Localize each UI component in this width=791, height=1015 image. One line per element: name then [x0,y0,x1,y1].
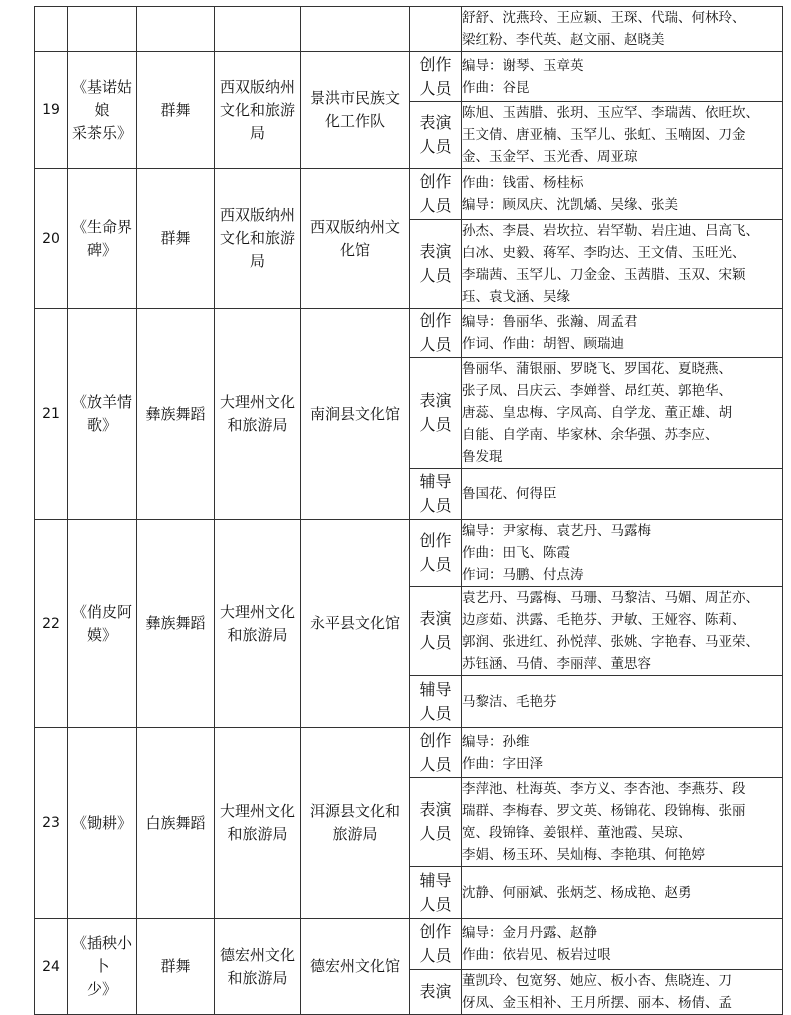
performing-unit [301,309,410,520]
program-name [68,169,137,309]
people-cell-line: 瑞群、李梅春、罗文英、杨锦花、段锦梅、张丽 [462,803,746,819]
role-label-line: 人员 [419,703,452,723]
people-cell [462,169,783,220]
role-label [410,676,462,728]
people-cell-line: 李瑞茜、玉罕儿、刀金金、玉茜腊、玉双、宋颖 [462,267,746,283]
people-cell-line: 鲁国花、何得臣 [462,486,557,502]
organizing-unit [215,52,301,169]
role-label-line: 表演 [419,113,452,132]
organizing-unit-line: 大理州文化 [219,802,295,820]
performing-unit [301,728,410,919]
program-name [68,52,137,169]
dance-type [137,728,215,919]
organizing-unit-line: 德宏州文化 [219,945,295,964]
people-cell [462,919,783,970]
people-cell-line: 鲁发琨 [462,449,503,465]
people-cell [462,52,783,102]
program-name-line: 《插秧小卜 [71,934,132,975]
role-label [410,52,462,102]
people-cell [462,469,783,520]
program-name [68,520,137,728]
role-label-line: 人员 [419,266,452,285]
table-row-continued [35,7,783,52]
entry-number: 19 [35,52,68,169]
empty-cell [137,7,215,52]
empty-cell [68,7,137,52]
entry-number: 24 [35,919,68,1015]
role-label-line: 创作 [419,54,452,74]
people-cell-line: 袁艺丹、马露梅、马珊、马黎洁、马媚、周芷亦、 [462,590,759,606]
people-cell-line: 梁红粉、李代英、赵文丽、赵晓美 [462,32,665,48]
organizing-unit [215,728,301,919]
organizing-unit-line: 西双版纳州 [219,206,295,224]
program-name-line: 嫫》 [86,625,117,644]
role-label-line: 表演 [419,609,452,628]
program-name-line: 《俏皮阿 [71,602,132,621]
people-cell-line: 编导：金月丹露、赵静 [462,925,597,941]
organizing-unit [215,919,301,1015]
role-label-line: 表演 [419,800,452,819]
role-label [410,309,462,358]
people-cell-line: 编导：尹家梅、袁艺丹、马露梅 [462,523,651,539]
program-name [68,728,137,919]
people-cell [462,676,783,728]
people-cell-line: 作词：马鹏、付点涛 [462,567,584,583]
empty-cell [410,7,462,52]
role-label [410,169,462,220]
people-cell [462,220,783,309]
dance-type [137,169,215,309]
table-row [35,520,783,587]
people-cell-line: 作曲：依岩见、板岩过哏 [462,947,611,963]
people-cell [462,778,783,867]
role-label-line: 人员 [419,894,452,914]
program-name [68,309,137,520]
empty-cell [35,7,68,52]
people-cell-line: 郭润、张进红、孙悦萍、张姚、字艳春、马亚荣、 [462,634,759,650]
dance-type [137,919,215,1015]
dance-type-line: 群舞 [160,229,191,247]
people-cell [462,970,783,1015]
table-row [35,169,783,220]
organizing-unit-line: 和旅游局 [227,968,288,987]
people-cell [462,728,783,778]
role-label-line: 人员 [419,633,452,652]
people-cell-line: 舒舒、沈燕玲、王应颖、王琛、代瑞、何林玲、 [462,10,746,26]
organizing-unit-line: 西双版纳州 [219,77,295,96]
people-cell-line: 王文倩、唐亚楠、玉罕儿、张虹、玉喃囡、刀金 [462,127,746,143]
organizing-unit [215,169,301,309]
people-cell-line: 陈旭、玉茜腊、张玥、玉应罕、李瑞茜、依旺坎、 [462,105,759,121]
people-cell-line: 作曲：谷昆 [462,79,530,96]
people-cell-line: 金、玉金罕、玉光香、周亚琼 [462,149,638,165]
role-label-line: 人员 [419,78,452,98]
role-label-line: 人员 [419,196,452,215]
performing-unit-line: 化工作队 [324,112,385,130]
role-label [410,587,462,676]
people-cell [462,358,783,469]
people-cell [462,309,783,358]
entry-number: 22 [35,520,68,728]
dance-type-line: 白族舞蹈 [145,813,206,832]
table-body [35,7,783,1015]
people-cell-line: 伢凤、金玉相补、王月所摆、丽本、杨倩、孟 [462,995,732,1011]
people-cell-line: 作曲：田飞、陈霞 [462,545,570,561]
empty-cell [215,7,301,52]
table-row [35,52,783,102]
dance-type-line: 彝族舞蹈 [145,614,206,632]
people-cell-line: 苏钰涵、马倩、李丽萍、董思容 [462,656,651,672]
role-label [410,358,462,469]
organizing-unit-line: 和旅游局 [227,625,288,644]
program-name-line: 少》 [86,980,117,998]
people-cell-line: 作曲：钱雷、杨桂标 [462,175,584,191]
people-cell-line: 编导：鲁丽华、张瀚、周孟君 [462,314,638,330]
role-label-line: 创作 [419,922,452,941]
organizing-unit-line: 文化和旅游 [219,229,295,247]
role-label [410,469,462,520]
performing-unit [301,919,410,1015]
people-cell-line: 唐蕊、皇忠梅、字凤高、自学龙、董正雄、胡 [462,405,732,421]
performing-unit-line: 德宏州文化馆 [309,957,400,975]
performing-unit-line: 洱源县文化和 [309,802,400,820]
dance-type [137,309,215,520]
entry-number: 23 [35,728,68,919]
people-cell [462,7,783,52]
role-label-line: 人员 [419,335,452,354]
people-cell-line: 作曲：字田泽 [462,755,543,772]
people-cell-line: 李娟、杨玉环、吴灿梅、李艳琪、何艳婷 [462,847,705,863]
dance-type-line: 彝族舞蹈 [145,404,206,423]
people-cell-line: 宽、段锦锋、姜银样、董池霞、吴琼、 [462,825,692,841]
organizing-unit [215,520,301,728]
performing-unit [301,520,410,728]
role-label-line: 辅导 [419,472,452,491]
role-label-line: 表演 [419,982,452,1001]
role-label-line: 人员 [419,137,452,156]
program-name-line: 《放羊情 [71,393,132,411]
people-cell-line: 边彦茹、洪露、毛艳芬、尹敏、王娅容、陈莉、 [462,612,746,628]
people-cell-line: 珏、袁戈涵、吴缘 [462,289,570,305]
organizing-unit [215,309,301,520]
table-row [35,309,783,358]
people-cell-line: 鲁丽华、蒲银丽、罗晓飞、罗国花、夏晓燕、 [462,361,732,377]
table-row [35,728,783,778]
role-label-line: 辅导 [419,679,452,699]
role-label-line: 人员 [419,946,452,965]
people-cell-line: 白冰、史毅、蒋军、李昀达、王文倩、玉旺光、 [462,245,746,261]
organizing-unit-line: 局 [249,252,265,270]
organizing-unit-line: 大理州文化 [219,602,295,621]
program-name-line: 歌》 [86,416,117,434]
role-label [410,220,462,309]
performing-unit-line: 景洪市民族文 [309,89,400,107]
people-cell-line: 马黎洁、毛艳芬 [462,693,557,710]
role-label-line: 人员 [419,415,452,434]
entry-number: 21 [35,309,68,520]
program-name-line: 《生命界 [71,217,132,236]
empty-cell [301,7,410,52]
role-label [410,970,462,1015]
performing-unit-line: 化馆 [339,240,370,259]
role-label-line: 表演 [419,242,452,261]
organizing-unit-line: 和旅游局 [227,825,288,843]
role-label [410,520,462,587]
role-label [410,867,462,919]
entry-number: 20 [35,169,68,309]
people-cell-line: 董凯玲、包宽努、她应、板小杏、焦晓连、刀 [462,973,732,989]
performing-unit-line: 西双版纳州文 [309,217,400,236]
role-label-line: 创作 [419,730,452,750]
people-cell-line: 孙杰、李晨、岩坎拉、岩罕勒、岩庄迪、吕高飞、 [462,223,759,239]
dance-type-line: 群舞 [160,100,191,119]
program-name-line: 《基诺姑娘 [71,77,132,119]
people-cell-line: 编导：顾凤庆、沈凯燏、吴缘、张美 [462,197,678,213]
program-name-line: 碑》 [86,240,117,259]
performing-unit [301,169,410,309]
people-cell-line: 李萍池、杜海英、李方义、李杏池、李燕芬、段 [462,781,746,797]
people-cell-line: 张子凤、吕庆云、李婵誉、昂红英、郭艳华、 [462,383,732,399]
people-cell-line: 自能、自学南、毕家林、余华强、苏李应、 [462,427,719,443]
role-label-line: 创作 [419,311,452,330]
dance-type [137,52,215,169]
role-label-line: 人员 [419,555,452,574]
people-cell [462,520,783,587]
table-row [35,919,783,970]
people-cell-line: 沈静、何丽斌、张炳芝、杨成艳、赵勇 [462,884,692,901]
performing-unit-line: 旅游局 [332,825,378,843]
people-cell-line: 编导：谢琴、玉章英 [462,57,584,74]
role-label [410,919,462,970]
people-cell [462,867,783,919]
people-cell-line: 作词、作曲：胡智、顾瑞迪 [462,336,624,352]
people-cell [462,102,783,169]
performing-unit-line: 永平县文化馆 [309,614,400,632]
performing-unit-line: 南涧县文化馆 [309,404,400,423]
role-label-line: 人员 [419,754,452,774]
role-label-line: 人员 [419,824,452,843]
role-label-line: 表演 [419,391,452,410]
people-cell-line: 编导：孙维 [462,733,530,750]
role-label [410,102,462,169]
dance-type-line: 群舞 [160,957,191,975]
dance-type [137,520,215,728]
role-label-line: 人员 [419,496,452,515]
role-label-line: 创作 [419,531,452,550]
organizing-unit-line: 局 [249,123,265,142]
organizing-unit-line: 文化和旅游 [219,100,295,119]
program-name [68,919,137,1015]
performing-unit [301,52,410,169]
people-cell [462,587,783,676]
program-name-line: 《锄耕》 [71,813,132,832]
program-name-line: 采茶乐》 [71,123,132,142]
role-label-line: 辅导 [419,870,452,890]
organizing-unit-line: 大理州文化 [219,393,295,411]
role-label-line: 创作 [419,172,452,191]
role-label [410,728,462,778]
role-label [410,778,462,867]
program-table [34,6,783,1015]
organizing-unit-line: 和旅游局 [227,416,288,434]
